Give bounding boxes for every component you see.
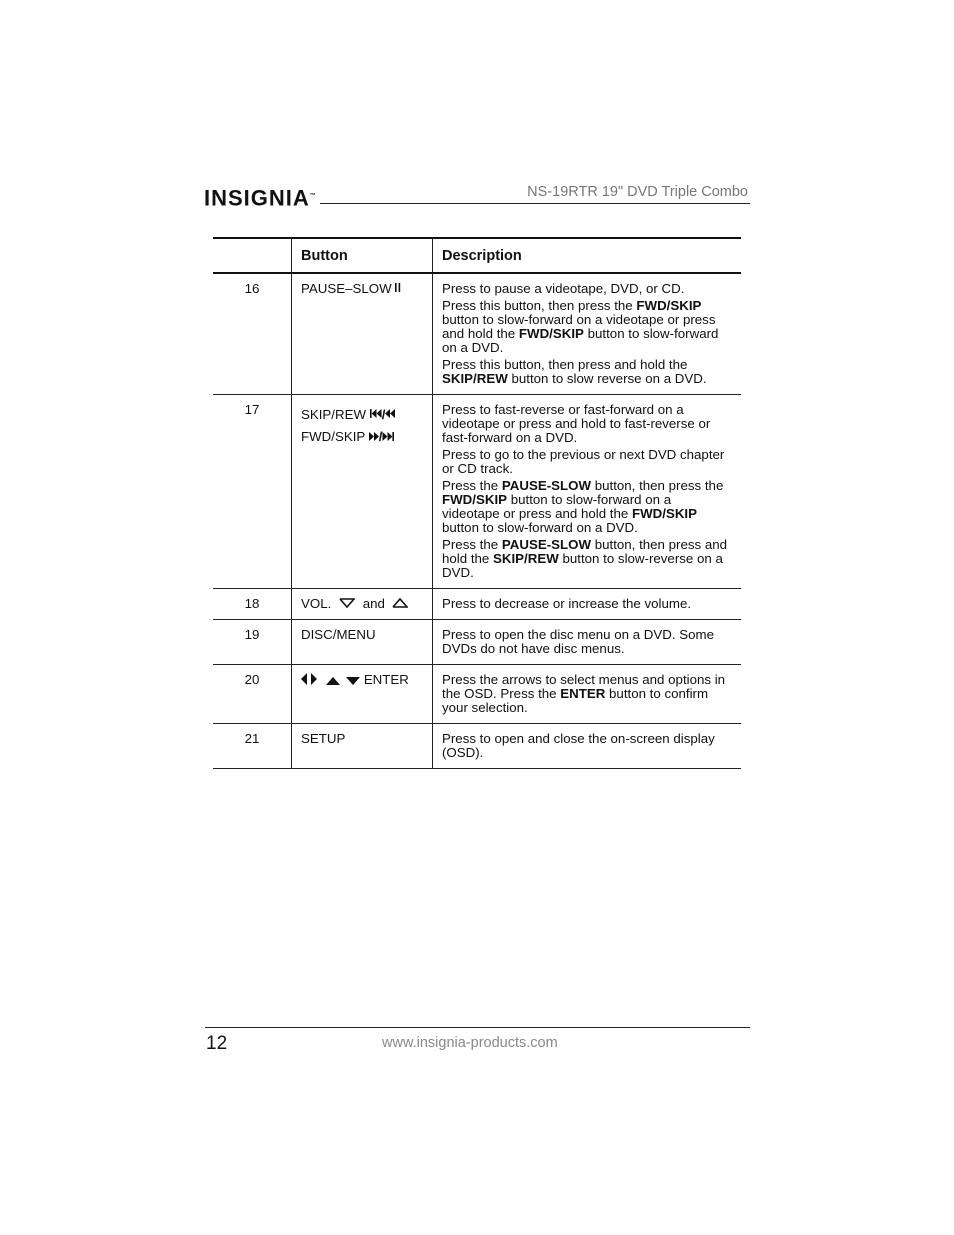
button-cell [292,273,433,395]
button-label: SKIP/REW [301,407,367,422]
description-text: Press to decrease or increase the volume. [442,596,692,611]
button-cell [292,395,433,589]
skip-forward-icon [382,431,394,445]
description-text: Press to open the disc menu on a DVD. Some DVDs do not have disc menus. [442,627,714,657]
button-and-label: and [362,596,385,611]
arrow-left-icon [301,673,307,688]
description-text: Press to pause a videotape, DVD, or CD. [442,281,685,296]
arrow-down-icon [346,674,360,688]
table-row [213,589,741,620]
header-rule [320,203,750,204]
description-text: Press the PAUSE-SLOW button, then press and hold the SKIP/REW button to slow-reverse on a DVD. [442,537,728,580]
arrow-up-icon [326,674,340,688]
button-label: FWD/SKIP [301,429,366,445]
volume-up-icon [392,597,408,611]
column-header-description: Description [433,238,742,273]
button-description-table [213,237,741,769]
page-number: 12 [206,1033,228,1054]
button-cell [292,724,433,769]
description-text: Press the PAUSE-SLOW button, then press the FWD/SKIP button to slow-forward on a videotape or press and hold the FWD/SKIP button to slow-forward on a DVD. [442,478,724,535]
row-number: 16 [213,273,292,395]
description-cell [433,395,742,589]
footer-rule [205,1027,750,1028]
description-cell [433,589,742,620]
table-row [213,665,741,724]
volume-down-icon [339,597,355,611]
button-cell [292,589,433,620]
button-cell [292,665,433,724]
document-title: NS-19RTR 19" DVD Triple Combo [527,184,748,200]
button-cell [292,620,433,665]
button-label: DISC/MENU [301,627,376,643]
button-label: ENTER [363,672,409,688]
description-text: Press this button, then press the FWD/SKIP button to slow-forward on a videotape or press and hold the FWD/SKIP button to slow-forward on a DVD. [442,298,719,355]
fast-forward-icon [369,431,379,445]
column-header-number [213,238,292,273]
table-row [213,273,741,395]
fast-rewind-icon [385,408,395,422]
pause-icon [395,282,401,296]
row-number: 18 [213,589,292,620]
table-row [213,395,741,589]
table-row [213,620,741,665]
description-text: Press this button, then press and hold the SKIP/REW button to slow reverse on a DVD. [442,357,707,386]
button-line: SKIP/REW / [301,408,423,422]
footer-url: www.insignia-products.com [382,1035,558,1051]
row-number: 21 [213,724,292,769]
button-label: PAUSE–SLOW [301,281,392,296]
table-header-row [213,238,741,273]
arrow-right-icon [311,673,317,688]
description-text: Press to fast-reverse or fast-forward on a videotape or press and hold to fast-reverse or fast-forward on a DVD. [442,402,711,445]
column-header-button: Button [292,238,433,273]
description-cell [433,665,742,724]
row-number: 17 [213,395,292,589]
row-number: 19 [213,620,292,665]
description-cell [433,620,742,665]
description-text: Press the arrows to select menus and options in the OSD. Press the ENTER button to confirm your selection. [442,672,726,716]
button-line: FWD/SKIP / [301,430,423,444]
row-number: 20 [213,665,292,724]
description-text: Press to go to the previous or next DVD chapter or CD track. [442,447,725,476]
button-label: VOL. [301,596,332,611]
table-row [213,724,741,769]
description-cell [433,724,742,769]
description-text: Press to open and close the on-screen display (OSD). [442,731,715,761]
skip-back-icon [370,408,382,422]
button-label: SETUP [301,731,346,747]
insignia-logo: INSIGNIA™ [204,185,317,211]
description-cell [433,273,742,395]
